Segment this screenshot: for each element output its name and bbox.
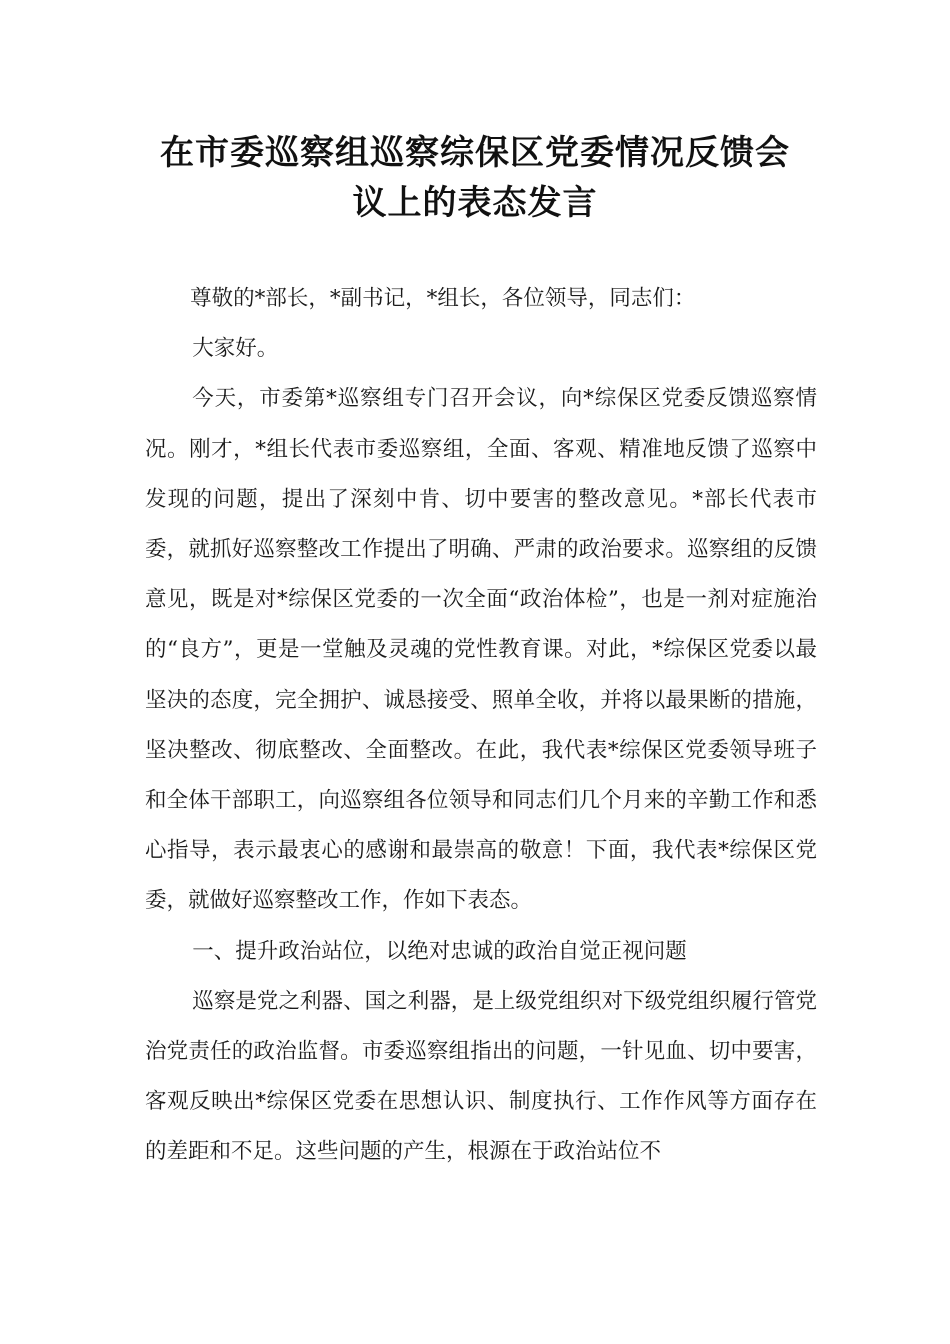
section-heading-1: 一、提升政治站位，以绝对忠诚的政治自觉正视问题	[192, 938, 687, 964]
document-title	[100, 128, 850, 228]
greeting: 大家好。	[192, 336, 279, 362]
title-line-2: 议上的表态发言	[352, 183, 598, 223]
salutation: 尊敬的*部长，*副书记，*组长，各位领导，同志们：	[190, 286, 696, 311]
paragraph-intro: 今天，市委第*巡察组专门召开会议，向*综保区党委反馈巡察情况。刚才，*组长代表市委巡察组，全面、客观、精准地反馈了巡察中发现的问题，提出了深刻中肯、切中要害的整改意见。*部长代表市委，就抓好巡察整改工作提出了明确、严肃的政治要求。巡察组的反馈意见，既是对*综保区党委的一次全面“政治体检”，也是一剂对症施治的“良方”，更是一堂触及灵魂的党性教育课。对此，*综保区党委以最坚决的态度，完全拥护、诚恳接受、照单全收，并将以最果断的措施，坚决整改、彻底整改、全面整改。在此，我代表*综保区党委领导班子和全体干部职工，向巡察组各位领导和同志们几个月来的辛勤工作和悉心指导，表示最衷心的感谢和最崇高的敬意！下面，我代表*综保区党委，就做好巡察整改工作，作如下表态。	[145, 386, 817, 914]
paragraph-section-1: 巡察是党之利器、国之利器，是上级党组织对下级党组织履行管党治党责任的政治监督。市委巡察组指出的问题，一针见血、切中要害，客观反映出*综保区党委在思想认识、制度执行、工作作风等方面存在的差距和不足。这些问题的产生，根源在于政治站位不	[145, 988, 817, 1165]
title-line-1: 在市委巡察组巡察综保区党委情况反馈会	[160, 133, 790, 173]
document-body	[145, 274, 817, 1178]
